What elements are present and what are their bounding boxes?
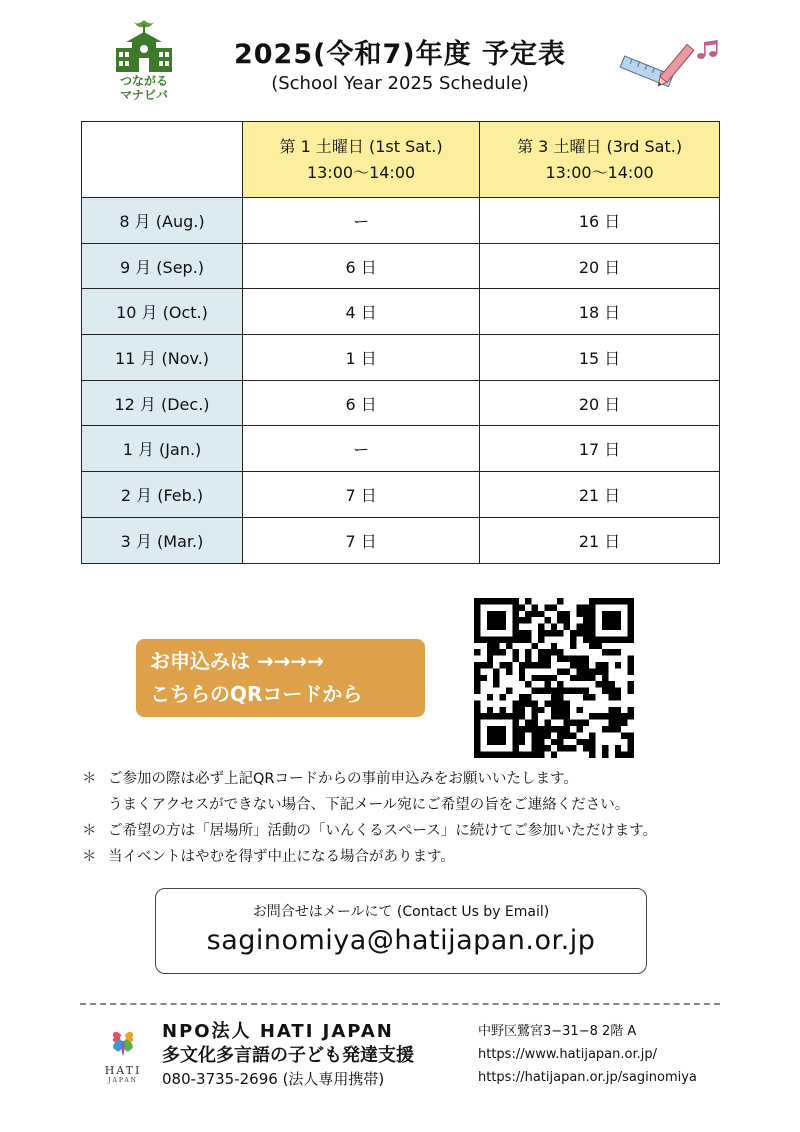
note-text: ご希望の方は「居場所」活動の「いんくるスペース」に続けてご参加いただけます。 bbox=[108, 823, 658, 839]
note-item bbox=[82, 818, 762, 844]
apply-callout bbox=[136, 639, 425, 717]
third-saturday-cell: 21 日 bbox=[480, 517, 720, 563]
hati-japan-logo bbox=[96, 1020, 150, 1084]
logo-text-line2: マナビバ bbox=[119, 88, 168, 102]
org-name: NPO法人 HATI JAPAN bbox=[162, 1021, 394, 1042]
note-item bbox=[82, 766, 762, 792]
month-cell: 1 月 (Jan.) bbox=[82, 426, 243, 472]
asterisk-icon: ＊ bbox=[82, 849, 97, 865]
first-saturday-header bbox=[243, 122, 480, 198]
website-link[interactable]: https://www.hatijapan.or.jp/ bbox=[478, 1047, 657, 1062]
table-corner-cell bbox=[82, 122, 243, 198]
month-cell: 8 月 (Aug.) bbox=[82, 198, 243, 244]
first-saturday-label: 第 1 土曜日 (1st Sat.) bbox=[279, 136, 443, 156]
apply-line1: お申込みは →→→→ bbox=[150, 649, 324, 673]
third-saturday-cell: 15 日 bbox=[480, 335, 720, 381]
apply-line2: こちらのQRコードから bbox=[150, 682, 363, 706]
third-saturday-header bbox=[480, 122, 720, 198]
logo-text-line1: つながる bbox=[119, 74, 168, 88]
note-text: 当イベントはやむを得ず中止になる場合があります。 bbox=[108, 849, 455, 865]
table-row bbox=[82, 426, 720, 472]
asterisk-icon: ＊ bbox=[82, 823, 97, 839]
third-saturday-label: 第 3 土曜日 (3rd Sat.) bbox=[517, 136, 683, 156]
contact-label: お問合せはメールにて (Contact Us by Email) bbox=[252, 904, 550, 920]
contact-box bbox=[155, 888, 647, 974]
table-row bbox=[82, 380, 720, 426]
table-row bbox=[82, 198, 720, 244]
address-text: 中野区鷺宮3−31−8 2階 A bbox=[478, 1024, 637, 1039]
third-saturday-time: 13:00〜14:00 bbox=[545, 162, 654, 182]
first-saturday-cell: 6 日 bbox=[243, 380, 480, 426]
notes-list bbox=[82, 766, 762, 870]
table-header-row bbox=[82, 122, 720, 198]
qr-code[interactable] bbox=[474, 598, 634, 758]
address-block bbox=[478, 1020, 738, 1089]
third-saturday-cell: 18 日 bbox=[480, 289, 720, 335]
table-row bbox=[82, 289, 720, 335]
first-saturday-cell: ー bbox=[243, 426, 480, 472]
hati-logo-text: HATI bbox=[104, 1064, 142, 1077]
page-subtitle: (School Year 2025 Schedule) bbox=[271, 73, 529, 94]
third-saturday-cell: 21 日 bbox=[480, 472, 720, 518]
third-saturday-cell: 20 日 bbox=[480, 243, 720, 289]
asterisk-icon: ＊ bbox=[82, 771, 97, 787]
first-saturday-cell: 6 日 bbox=[243, 243, 480, 289]
schedule-table bbox=[81, 121, 720, 564]
month-cell: 9 月 (Sep.) bbox=[82, 243, 243, 289]
month-cell: 10 月 (Oct.) bbox=[82, 289, 243, 335]
table-row bbox=[82, 335, 720, 381]
third-saturday-cell: 17 日 bbox=[480, 426, 720, 472]
school-building-icon bbox=[112, 18, 176, 74]
note-item bbox=[82, 844, 762, 870]
saginomiya-page-link[interactable]: https://hatijapan.or.jp/saginomiya bbox=[478, 1070, 697, 1085]
manabiba-logo bbox=[104, 18, 184, 102]
first-saturday-cell: 7 日 bbox=[243, 472, 480, 518]
organization-info bbox=[162, 1020, 472, 1090]
month-cell: 3 月 (Mar.) bbox=[82, 517, 243, 563]
first-saturday-cell: 7 日 bbox=[243, 517, 480, 563]
table-row bbox=[82, 243, 720, 289]
third-saturday-cell: 20 日 bbox=[480, 380, 720, 426]
table-row bbox=[82, 472, 720, 518]
note-text: ご参加の際は必ず上記QRコードからの事前申込みをお願いいたします。 bbox=[108, 771, 578, 787]
first-saturday-time: 13:00〜14:00 bbox=[306, 162, 416, 182]
note-text-continued: うまくアクセスができない場合、下記メール宛にご希望の旨をご連絡ください。 bbox=[108, 797, 630, 813]
org-phone: 080-3735-2696 (法人専用携帯) bbox=[162, 1070, 385, 1088]
page-title: 2025(令和7)年度 予定表 bbox=[233, 39, 566, 70]
month-cell: 11 月 (Nov.) bbox=[82, 335, 243, 381]
org-tagline: 多文化多言語の子ども発達支援 bbox=[162, 1045, 414, 1066]
first-saturday-cell: ー bbox=[243, 198, 480, 244]
month-cell: 12 月 (Dec.) bbox=[82, 380, 243, 426]
month-cell: 2 月 (Feb.) bbox=[82, 472, 243, 518]
first-saturday-cell: 4 日 bbox=[243, 289, 480, 335]
third-saturday-cell: 16 日 bbox=[480, 198, 720, 244]
first-saturday-cell: 1 日 bbox=[243, 335, 480, 381]
footer-divider bbox=[80, 1003, 720, 1005]
table-row bbox=[82, 517, 720, 563]
japan-logo-text: JAPAN bbox=[108, 1077, 138, 1084]
stationery-decoration-icon bbox=[618, 38, 728, 98]
page-title-block bbox=[190, 32, 610, 94]
contact-email-link[interactable]: saginomiya@hatijapan.or.jp bbox=[206, 925, 596, 956]
heart-cluster-icon bbox=[100, 1020, 146, 1060]
